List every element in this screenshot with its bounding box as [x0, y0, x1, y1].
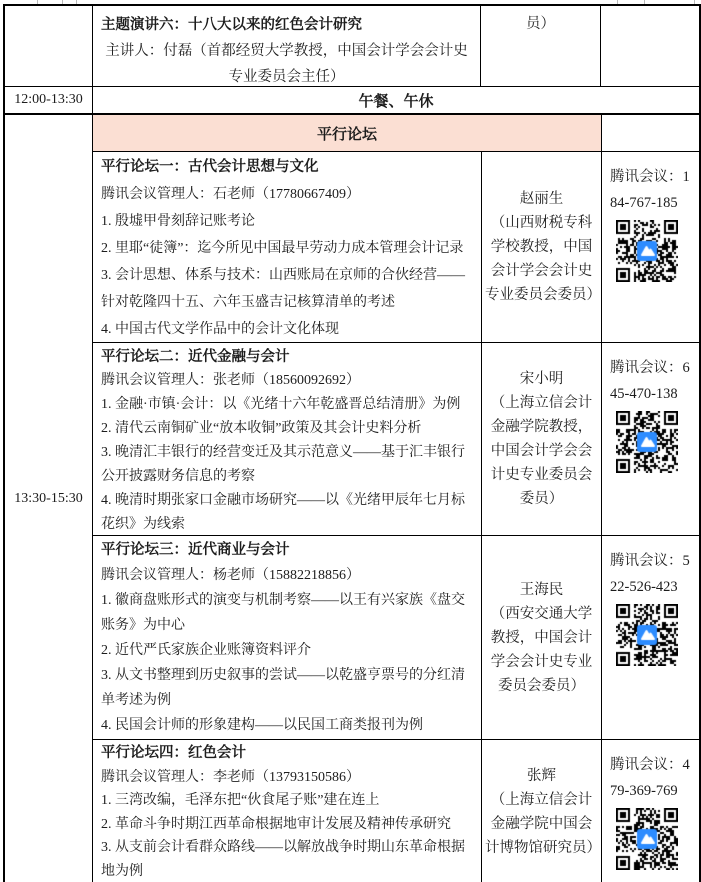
- chair-name: 宋小明: [519, 371, 564, 387]
- meeting-label: 腾讯会议：: [610, 360, 683, 376]
- session-2-chair: [481, 343, 601, 535]
- paper-item: 2. 里耶“徒簿”：迄今所见中国最早劳动力成本管理会计记录: [101, 241, 464, 256]
- chair-affiliation: （上海立信会计金融学院教授，中国会计学会会计史专业委员会委员）: [490, 395, 593, 507]
- lunch-time: 12:00-13:30: [14, 92, 83, 107]
- keynote-cell: [92, 6, 480, 86]
- meeting-id: 645-470-138: [610, 360, 690, 402]
- parallel-forums-row: [5, 113, 699, 882]
- tencent-meeting-qr-icon[interactable]: [616, 808, 678, 870]
- qr-code[interactable]: [616, 411, 678, 473]
- meeting-id: 479-369-769: [610, 757, 690, 799]
- chair-affiliation: （山西财税专科学校教授，中国会计学会会计史专业委员会委员）: [485, 215, 601, 303]
- session-manager: 腾讯会议管理人：石老师（17780667409）: [101, 187, 360, 202]
- chair-name: 张辉: [527, 767, 556, 784]
- session-title: 平行论坛三：近代商业与会计: [101, 542, 290, 558]
- meeting-label: 腾讯会议：: [610, 553, 683, 569]
- paper-item: 3. 会计思想、体系与技术：山西账局在京师的合伙经营——针对乾隆四十五、六年玉盛吉记核算清单的考述: [101, 268, 465, 310]
- keynote-time-cell: [5, 6, 92, 86]
- session-2-meeting: [601, 343, 699, 535]
- lunch-row: [5, 86, 699, 113]
- chair-affiliation: （上海立信会计金融学院中国会计博物馆研究员）: [485, 791, 601, 856]
- session-4-chair: [481, 740, 601, 882]
- session-4-meeting: [601, 740, 699, 882]
- paper-item: 2. 清代云南铜矿业“放本收铜”政策及其会计史料分析: [101, 421, 422, 436]
- tencent-meeting-qr-icon[interactable]: [616, 604, 678, 666]
- meeting-id: 184-767-185: [610, 169, 690, 211]
- qr-code[interactable]: [616, 220, 678, 282]
- session-1: [92, 151, 699, 342]
- empty-meeting-cell: [600, 6, 699, 86]
- qr-code[interactable]: [616, 604, 678, 666]
- session-3-content: [93, 536, 481, 739]
- session-manager: 腾讯会议管理人：李老师（13793150586）: [101, 769, 360, 785]
- parallel-header-empty-cell: [601, 115, 699, 151]
- session-manager: 腾讯会议管理人：杨老师（15882218856）: [101, 568, 360, 583]
- session-2: [92, 342, 699, 535]
- session-1-meeting: [601, 152, 699, 342]
- session-title: 平行论坛一：古代会计思想与文化: [101, 159, 319, 175]
- keynote-row: [5, 6, 699, 86]
- paper-item: 2. 近代严氏家族企业账簿资料评介: [101, 643, 311, 658]
- paper-item: 4. 中国古代文学作品中的会计文化体现: [101, 322, 339, 337]
- session-3-meeting: [601, 536, 699, 739]
- tencent-meeting-qr-icon[interactable]: [616, 411, 678, 473]
- chair-name: 赵丽生: [519, 191, 564, 207]
- lunch-label: 午餐、午休: [92, 87, 699, 113]
- agenda-table: [3, 4, 701, 882]
- chair-name: 王海民: [519, 581, 564, 598]
- session-4: [92, 739, 699, 882]
- tencent-meeting-qr-icon[interactable]: [616, 220, 678, 282]
- chair-affiliation: （西安交通大学教授，中国会计学会会计史专业委员会委员）: [490, 605, 593, 694]
- keynote-title: 主题演讲六：十八大以来的红色会计研究: [101, 17, 362, 33]
- parallel-header-row: [92, 115, 699, 151]
- paper-item: 1. 三湾改编，毛泽东把“伙食尾子账”建在连上: [101, 793, 380, 808]
- session-2-content: [93, 343, 481, 535]
- paper-item: 4. 民国会计师的形象建构——以民国工商类报刊为例: [101, 718, 423, 733]
- paper-item: 1. 殷墟甲骨刻辞记账考论: [101, 214, 255, 229]
- session-3-chair: [481, 536, 601, 739]
- session-title: 平行论坛四：红色会计: [101, 745, 246, 761]
- session-1-content: [93, 152, 481, 342]
- keynote-speaker: 主讲人：付磊（首都经贸大学教授，中国会计学会会计史专业委员会主任）: [105, 43, 468, 85]
- carryover-text-cell: 员）: [480, 6, 600, 86]
- parallel-header: 平行论坛: [93, 115, 601, 151]
- meeting-label: 腾讯会议：: [610, 169, 683, 185]
- paper-item: 3. 晚清汇丰银行的经营变迁及其示范意义——基于汇丰银行公开披露财务信息的考察: [101, 445, 465, 484]
- paper-item: 1. 金融·市镇·会计：以《光绪十六年乾盛晋总结清册》为例: [101, 397, 461, 412]
- meeting-label: 腾讯会议：: [610, 757, 683, 773]
- session-3: [92, 535, 699, 739]
- paper-item: 2. 革命斗争时期江西革命根据地审计发展及精神传承研究: [101, 816, 451, 832]
- session-1-chair: [481, 152, 601, 342]
- paper-item: 4. 晚清时期张家口金融市场研究——以《光绪甲辰年七月标花织》为线索: [101, 493, 465, 532]
- session-title: 平行论坛二：近代金融与会计: [101, 349, 290, 365]
- session-manager: 腾讯会议管理人：张老师（18560092692）: [101, 373, 360, 388]
- paper-item: 3. 从文书整理到历史叙事的尝试——以乾盛亨票号的分红清单考述为例: [101, 668, 465, 708]
- parallel-time: 13:30-15:30: [14, 491, 83, 506]
- qr-code[interactable]: [616, 808, 678, 870]
- paper-item: 3. 从支前会计看群众路线——以解放战争时期山东革命根据地为例: [101, 840, 465, 879]
- session-4-content: [93, 740, 481, 882]
- meeting-id: 522-526-423: [610, 553, 690, 595]
- paper-item: 1. 徽商盘账形式的演变与机制考察——以王有兴家族《盘交账务》为中心: [101, 593, 465, 633]
